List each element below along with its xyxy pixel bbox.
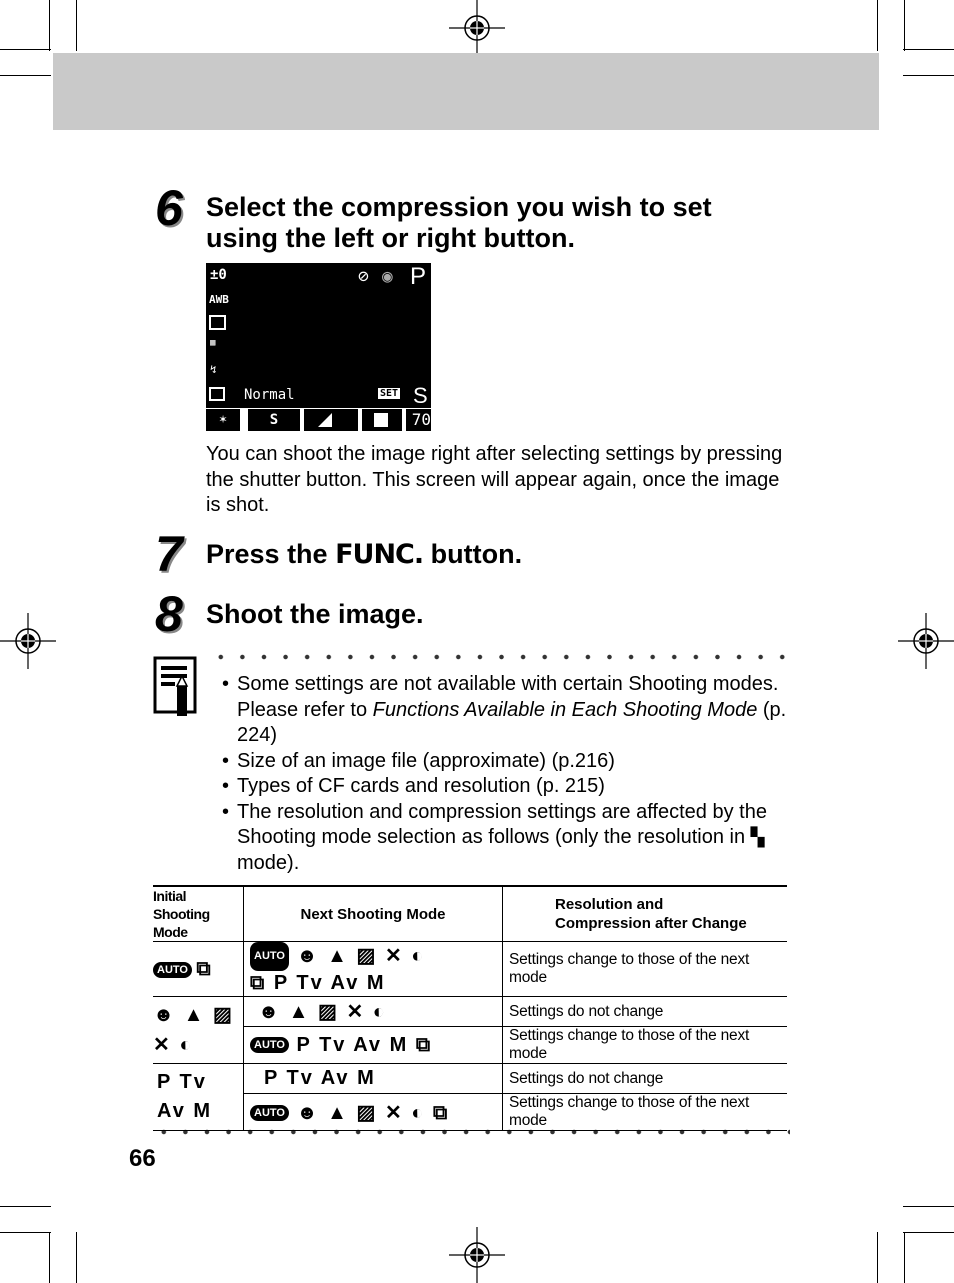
column-header-line: Compression after Change bbox=[555, 915, 747, 932]
night-scene-icon: ▨ bbox=[212, 1004, 234, 1026]
registration-mark-icon bbox=[449, 0, 505, 56]
sports-icon: ✕ bbox=[153, 1034, 172, 1056]
flash-off-icon: ↯ bbox=[210, 363, 217, 376]
table-row bbox=[153, 942, 787, 997]
resolution-change-cell: Settings change to those of the next mode bbox=[503, 1027, 788, 1064]
column-header: Next Shooting Mode bbox=[244, 886, 503, 942]
crop-mark bbox=[904, 0, 905, 51]
slow-shutter-icon: ◐ bbox=[179, 1034, 194, 1056]
step-number: 6 bbox=[155, 180, 183, 236]
registration-mark-icon bbox=[449, 1227, 505, 1283]
resolution-change-cell: Settings do not change bbox=[503, 1064, 788, 1094]
sports-icon: ✕ bbox=[384, 1101, 404, 1124]
note-link-text: Functions Available in Each Shooting Mode bbox=[372, 698, 758, 721]
column-header-line: Mode bbox=[153, 924, 188, 940]
initial-mode-cell bbox=[153, 942, 244, 997]
set-badge: SET bbox=[380, 388, 399, 399]
next-mode-cell bbox=[244, 942, 503, 997]
red-eye-icon: ◉ bbox=[382, 266, 393, 287]
list-item: • Size of an image file (approximate) (p.216) bbox=[222, 749, 792, 775]
resolution-change-cell: Settings change to those of the next mode bbox=[503, 1094, 788, 1131]
header-band bbox=[53, 53, 879, 130]
portrait-icon: ☻ bbox=[258, 1001, 282, 1023]
auto-mode-icon: AUTO bbox=[153, 962, 192, 978]
table-header-row bbox=[153, 886, 787, 942]
quality-label: Normal bbox=[244, 387, 295, 403]
note-text: The resolution and compression settings are affected by the Shooting mode selection as follows (only the resolution in bbox=[237, 800, 767, 848]
dotted-separator bbox=[210, 654, 790, 660]
sports-icon: ✕ bbox=[346, 1001, 366, 1023]
resolution-change-cell: Settings change to those of the next mode bbox=[503, 942, 788, 997]
crop-mark bbox=[903, 75, 954, 76]
slow-shutter-icon: ◐ bbox=[411, 1101, 426, 1124]
stitch-assist-icon: ⧉ bbox=[250, 972, 267, 994]
night-scene-icon: ▨ bbox=[356, 944, 378, 967]
memo-note-icon bbox=[153, 656, 199, 718]
column-header-line: Resolution and bbox=[555, 896, 664, 913]
white-balance-readout: AWB bbox=[209, 293, 229, 306]
auto-mode-icon: AUTO bbox=[250, 1105, 289, 1121]
metering-icon bbox=[209, 387, 225, 401]
next-mode-cell bbox=[244, 1094, 503, 1131]
stitch-assist-icon: ⧉ bbox=[196, 957, 213, 980]
step-heading-text: Press the bbox=[206, 539, 336, 569]
func-button-label: FUNC. bbox=[335, 539, 424, 570]
movie-mode-icon: ▚ bbox=[750, 827, 765, 847]
slow-shutter-icon: ◐ bbox=[411, 944, 426, 967]
crop-mark bbox=[877, 0, 878, 51]
camera-lcd-screenshot bbox=[206, 263, 431, 432]
sports-icon: ✕ bbox=[384, 944, 404, 967]
creative-modes: P Tv Av M bbox=[296, 1033, 409, 1056]
compression-bar-icon: ✶ bbox=[206, 409, 240, 431]
portrait-icon: ☻ bbox=[153, 1004, 177, 1026]
step-number: 8 bbox=[155, 586, 183, 642]
table-row bbox=[153, 1064, 787, 1094]
column-header bbox=[503, 886, 788, 942]
compression-bar bbox=[206, 408, 431, 432]
crop-mark bbox=[49, 0, 50, 51]
flash-icon: ⊘ bbox=[358, 266, 369, 287]
table-row bbox=[153, 997, 787, 1027]
step-number: 7 bbox=[155, 526, 183, 582]
creative-modes: Av M bbox=[157, 1100, 213, 1122]
column-header-line: Initial Shooting bbox=[153, 888, 210, 922]
compression-normal-icon bbox=[362, 409, 402, 431]
crop-mark bbox=[903, 1206, 954, 1207]
portrait-icon: ☻ bbox=[296, 944, 320, 967]
night-scene-icon: ▨ bbox=[356, 1101, 378, 1124]
compression-superfine-icon: S bbox=[248, 409, 300, 431]
crop-mark bbox=[0, 49, 51, 50]
registration-mark-icon bbox=[898, 613, 954, 669]
creative-modes: P Tv bbox=[157, 1071, 207, 1093]
crop-mark bbox=[877, 1232, 878, 1283]
stitch-assist-icon: ⧉ bbox=[415, 1033, 433, 1056]
auto-mode-icon: AUTO bbox=[250, 942, 289, 971]
resolution-change-cell: Settings do not change bbox=[503, 997, 788, 1027]
exposure-readout: ±0 bbox=[210, 267, 227, 283]
portrait-icon: ☻ bbox=[296, 1101, 320, 1124]
crop-mark bbox=[0, 1206, 51, 1207]
crop-mark bbox=[49, 1232, 50, 1283]
note-text: mode). bbox=[237, 851, 300, 874]
landscape-icon: ▲ bbox=[327, 944, 349, 967]
crop-mark bbox=[904, 1232, 905, 1283]
crop-mark bbox=[0, 1232, 51, 1233]
crop-mark bbox=[76, 0, 77, 51]
initial-mode-cell bbox=[153, 997, 244, 1064]
step-heading: Shoot the image. bbox=[206, 599, 424, 629]
landscape-icon: ▲ bbox=[288, 1001, 311, 1023]
step-heading bbox=[206, 539, 522, 570]
list-item bbox=[222, 800, 792, 877]
drive-mode-icon bbox=[209, 315, 226, 330]
initial-mode-cell bbox=[153, 1064, 244, 1131]
table-row bbox=[153, 1094, 787, 1131]
quality-short: S bbox=[413, 383, 428, 408]
page-number: 66 bbox=[129, 1145, 156, 1172]
registration-mark-icon bbox=[0, 613, 56, 669]
step-heading-text: button. bbox=[423, 539, 523, 569]
auto-mode-icon: AUTO bbox=[250, 1037, 289, 1053]
landscape-icon: ▲ bbox=[327, 1101, 349, 1124]
notes-list bbox=[222, 672, 792, 876]
stitch-assist-icon: ⧉ bbox=[432, 1101, 450, 1124]
shots-remaining: 70 bbox=[406, 409, 431, 431]
next-mode-cell bbox=[244, 1027, 503, 1064]
note-text: (p. 224) bbox=[237, 698, 787, 746]
note-text: Some settings are not available with certain Shooting modes. Please refer to bbox=[237, 673, 779, 721]
list-item bbox=[222, 672, 792, 749]
slow-shutter-icon: ◐ bbox=[372, 1001, 387, 1023]
step-heading bbox=[206, 192, 712, 254]
iso-icon: ▦ bbox=[210, 338, 216, 348]
list-item: • Types of CF cards and resolution (p. 215) bbox=[222, 774, 792, 800]
compression-fine-icon bbox=[304, 409, 358, 431]
step-heading-line: Select the compression you wish to set bbox=[206, 192, 712, 222]
shooting-mode-table bbox=[153, 885, 787, 1131]
mode-letter: P bbox=[410, 263, 427, 290]
crop-mark bbox=[903, 1232, 954, 1233]
night-scene-icon: ▨ bbox=[317, 1001, 339, 1023]
table-row bbox=[153, 1027, 787, 1064]
step-heading-line: using the left or right button. bbox=[206, 223, 575, 253]
crop-mark bbox=[903, 49, 954, 50]
step-description: You can shoot the image right after selecting settings by pressing the shutter button. This screen will appear again, once the image is shot. bbox=[206, 443, 783, 516]
column-header bbox=[153, 886, 244, 942]
crop-mark bbox=[76, 1232, 77, 1283]
crop-mark bbox=[0, 75, 51, 76]
next-mode-cell: P Tv Av M bbox=[244, 1064, 503, 1094]
creative-modes: P Tv Av M bbox=[273, 972, 386, 994]
landscape-icon: ▲ bbox=[183, 1004, 206, 1026]
next-mode-cell bbox=[244, 997, 503, 1027]
